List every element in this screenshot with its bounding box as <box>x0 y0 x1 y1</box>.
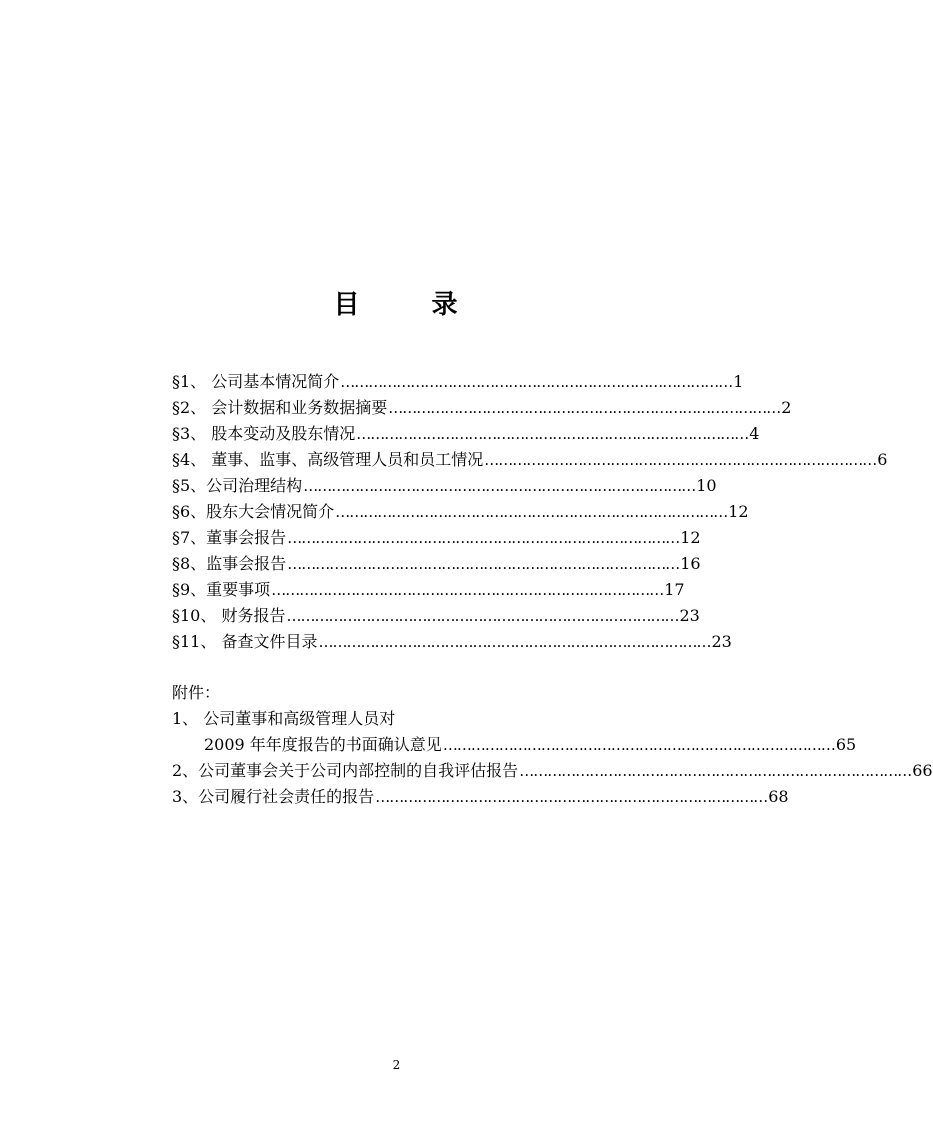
toc-entry[interactable] <box>172 551 701 577</box>
dot-leader: ………………………………………………………………………… <box>375 788 768 806</box>
dot-leader: ………………………………………………………………………… <box>340 373 733 391</box>
appendix-entry-label: 2、公司董事会关于公司内部控制的自我评估报告 <box>172 761 519 780</box>
toc-entry-label: §1、 公司基本情况简介 <box>172 372 340 391</box>
table-of-contents <box>172 369 888 655</box>
dot-leader: ………………………………………………………………………… <box>287 555 680 573</box>
toc-entry-page: 16 <box>680 554 701 573</box>
dot-leader: ………………………………………………………………………… <box>271 581 664 599</box>
toc-entry-page: 1 <box>733 372 744 391</box>
toc-entry-page: 12 <box>680 528 701 547</box>
toc-entry-label: §6、股东大会情况简介 <box>172 502 335 521</box>
appendix-entry-page: 66 <box>912 761 933 780</box>
appendix-list <box>172 680 933 810</box>
toc-entry-page: 23 <box>711 632 732 651</box>
toc-entry-page: 23 <box>679 606 700 625</box>
page-title <box>0 284 793 321</box>
title-char-1: 目 <box>333 290 362 320</box>
page-number: 2 <box>392 1058 401 1072</box>
toc-entry[interactable] <box>172 395 792 421</box>
dot-leader: ………………………………………………………………………… <box>484 451 877 469</box>
toc-entry-label: §9、重要事项 <box>172 580 271 599</box>
toc-entry-label: §4、 董事、监事、高级管理人员和员工情况 <box>172 450 484 469</box>
toc-entry[interactable] <box>172 447 888 473</box>
dot-leader: ………………………………………………………………………… <box>335 503 728 521</box>
toc-entry-label: §7、董事会报告 <box>172 528 287 547</box>
appendix-entry-label: 1、 公司董事和高级管理人员对 <box>172 709 396 728</box>
toc-entry-label: §10、 财务报告 <box>172 606 286 625</box>
title-char-2: 录 <box>431 290 460 320</box>
toc-entry-page: 12 <box>728 502 749 521</box>
dot-leader: ………………………………………………………………………… <box>356 425 749 443</box>
appendix-entry-1-line-2[interactable] <box>172 732 857 758</box>
toc-entry[interactable] <box>172 421 760 447</box>
dot-leader: ………………………………………………………………………… <box>318 633 711 651</box>
toc-entry[interactable] <box>172 499 749 525</box>
toc-entry-page: 4 <box>749 424 760 443</box>
toc-entry[interactable] <box>172 629 732 655</box>
appendix-entry-label: 3、公司履行社会责任的报告 <box>172 787 375 806</box>
appendix-entry-page: 65 <box>835 735 857 754</box>
toc-entry-label: §8、监事会报告 <box>172 554 287 573</box>
toc-entry[interactable] <box>172 369 744 395</box>
toc-entry-page: 6 <box>877 450 888 469</box>
toc-entry[interactable] <box>172 577 685 603</box>
dot-leader: ………………………………………………………………………… <box>388 399 781 417</box>
dot-leader: ………………………………………………………………………… <box>286 607 679 625</box>
toc-entry-page: 17 <box>664 580 685 599</box>
dot-leader: ………………………………………………………………………… <box>519 762 912 780</box>
appendix-entry-2[interactable] <box>172 758 933 784</box>
toc-entry-page: 2 <box>781 398 792 417</box>
appendix-heading: 附件： <box>172 683 221 702</box>
toc-entry-label: §11、 备查文件目录 <box>172 632 318 651</box>
dot-leader: ………………………………………………………………………… <box>287 529 680 547</box>
toc-entry-label: §3、 股本变动及股东情况 <box>172 424 356 443</box>
appendix-entry-label: 2009 年年度报告的书面确认意见 <box>204 735 442 754</box>
appendix-entry-3[interactable] <box>172 784 789 810</box>
appendix-entry-page: 68 <box>768 787 789 806</box>
toc-entry-label: §2、 会计数据和业务数据摘要 <box>172 398 388 417</box>
toc-entry[interactable] <box>172 603 700 629</box>
dot-leader: ………………………………………………………………………… <box>303 477 696 495</box>
toc-entry[interactable] <box>172 473 717 499</box>
appendix-entry-1-line-1[interactable] <box>172 706 609 732</box>
toc-entry-page: 10 <box>696 476 717 495</box>
dot-leader: ………………………………………………………………………… <box>442 736 835 754</box>
toc-entry-label: §5、公司治理结构 <box>172 476 303 495</box>
toc-entry[interactable] <box>172 525 701 551</box>
